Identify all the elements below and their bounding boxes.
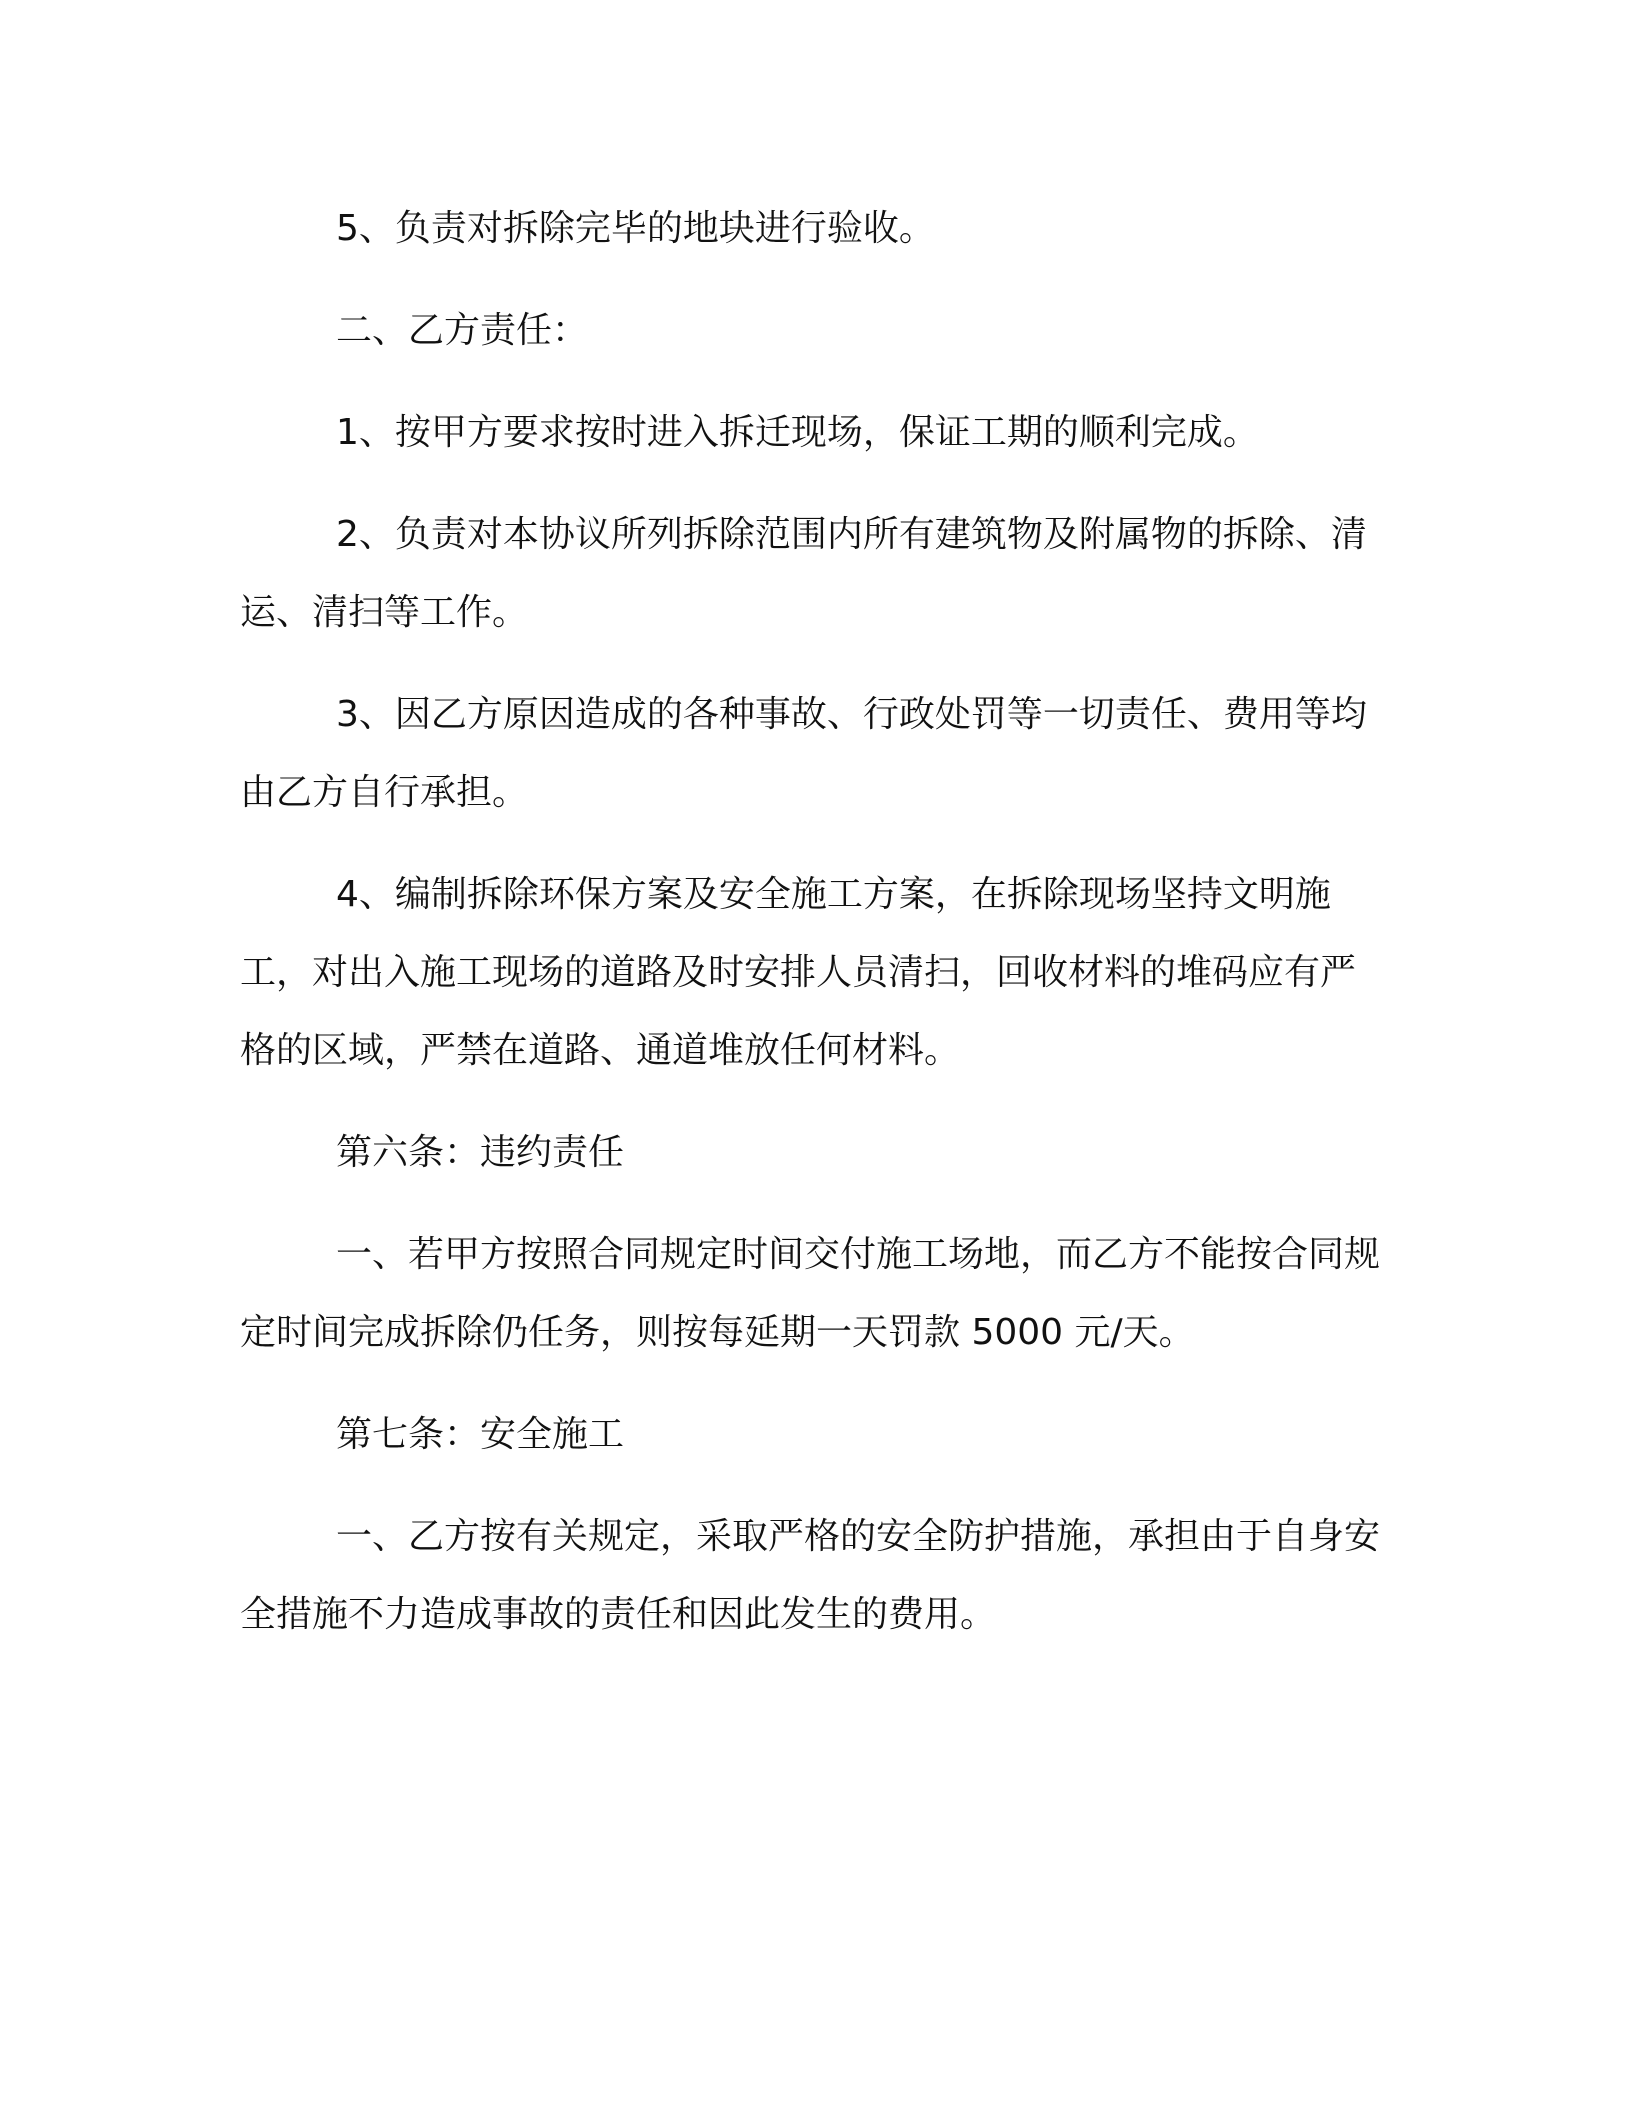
paragraph-safety-measures: 一、乙方按有关规定，采取严格的安全防护措施，承担由于自身安全措施不力造成事故的责任和因此发生的费用。 (240, 1516, 1381, 1635)
heading-article-six: 第六条：违约责任 (336, 1132, 625, 1173)
paragraph-acceptance: 5、负责对拆除完毕的地块进行验收。 (336, 208, 935, 249)
paragraph-enter-site: 1、按甲方要求按时进入拆迁现场，保证工期的顺利完成。 (336, 412, 1259, 453)
paragraph-demolition-scope: 2、负责对本协议所列拆除范围内所有建筑物及附属物的拆除、清运、清扫等工作。 (240, 514, 1367, 633)
paragraph-accident-liability: 3、因乙方原因造成的各种事故、行政处罚等一切责任、费用等均由乙方自行承担。 (240, 694, 1367, 813)
paragraph-environmental-plan: 4、编制拆除环保方案及安全施工方案，在拆除现场坚持文明施工，对出入施工现场的道路及时安排人员清扫，回收材料的堆码应有严格的区域，严禁在道路、通道堆放任何材料。 (240, 874, 1357, 1071)
document-body (240, 190, 1380, 1678)
paragraph-delay-penalty: 一、若甲方按照合同规定时间交付施工场地，而乙方不能按合同规定时间完成拆除仍任务，则按每延期一天罚款 5000 元/天。 (240, 1234, 1381, 1353)
heading-party-b-responsibility: 二、乙方责任： (336, 310, 589, 351)
heading-article-seven: 第七条：安全施工 (336, 1414, 625, 1455)
